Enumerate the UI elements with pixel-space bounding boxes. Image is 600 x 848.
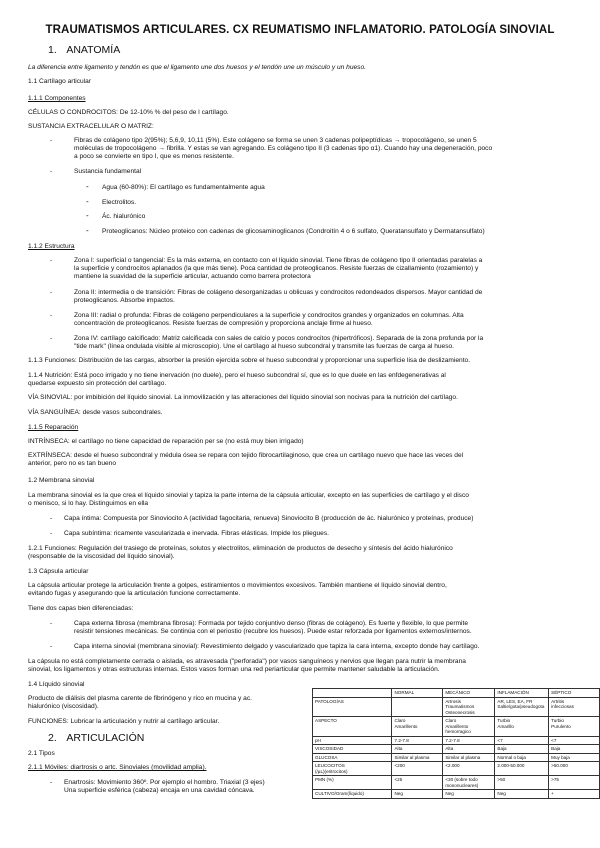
zona-1-line-1: Zona I: superficial o tangencial: Es la más externa, en contacto con el líquido sinovial. Tiene fibras de colágeno tipo II orientadas paralelas a [74,257,483,264]
section-2-heading [48,732,144,744]
heading-2-1-1: 2.1.1 Móviles: diartrosis o artc. Sinoviales (movilidad amplia). [28,764,207,771]
table-row [313,717,600,737]
table-cell: Artrosis Traumatismos Osteonecrosis [443,697,495,717]
capa-interna-sinovial: Capa interna sinovial (membrana sinovial): Revestimiento delgado y vascularizado que tapiza la cara interna, excepto donde hay cartílago. [74,643,480,650]
liquido-line-2: hialurónico (viscosidad). [28,703,99,710]
capa-intima: Capa íntima: Compuesta por Sinoviocito A (actividad fagocitaria, renueva) Sinoviocito B (producción de ác. hialurónico y proteínas, produce) [64,515,474,522]
hialuronico-item: Ác. hialurónico [102,213,146,220]
table-cell: Claro Amarillento hemorragico [443,717,495,737]
electrolitos-item: Electrolitos. [102,199,137,206]
table-cell: <25 [392,776,443,790]
table-cell: Baja [495,745,549,754]
table-header-row [313,689,600,698]
heading-1-1: 1.1 Cartílago articular [28,78,92,85]
table-cell: Normal o baja [495,753,549,762]
via-sinovial: VÍA SINOVIAL: por imbibición del líquido sinovial. La inmovilización y las alteraciones del líquido sinovial son nocivas para la nutrición del cartílago. [28,394,458,401]
table-cell: Muy baja [549,753,600,762]
capsula-line-2: evitando fugas y asegurando que la articulación funcione correctamente. [28,590,241,597]
zona-1-line-2: la superficie y condrocitos aplanados (la que más tiene). Poca cantidad de proteoglicanos. Resiste fuerzas de cizallamiento (rozamiento) y [74,265,479,272]
table-row [313,753,600,762]
table-cell: Neg [495,790,549,799]
table-row [313,697,600,717]
heading-1-1-5: 1.1.5 Reparación [28,424,79,431]
table-cell: <30 (sobre todo mononucleares) [443,776,495,790]
table-cell: ASPECTO [313,717,392,737]
zona-3-line-2: concentración de proteoglicanos. Resiste fuerzas de compresión y proporciona anclaje firme al hueso. [74,320,373,327]
zona-2-line-2: proteoglicanos. Absorbe impactos. [74,297,175,304]
capsula-cerrada-line-1: La cápsula no está completamente cerrada o aislada, es atravesada ("perforada") por vasos sanguíneos y nervios que llegan para nutrir la membrana [28,658,466,665]
table-cell: INFLAMACIÓN [495,689,549,698]
zona-3-line-1: Zona III: radial o profunda: Fibras de colágeno perpendiculares a la superficie y condrocitos grandes y organizados en columnas. Alta [74,312,464,319]
reparacion-intrinseca: INTRÍNSECA: el cartílago no tiene capacidad de reparación per se (no está muy bien irrigado) [28,438,304,445]
table-cell: Turbio Amarillo [495,717,549,737]
table-cell: Neg [392,790,443,799]
table-cell: Claro Amarillento [392,717,443,737]
agua-item: Agua (60-80%): El cartílago es fundamentalmente agua [102,184,265,191]
heading-1-1-2: 1.1.2 Estructura [28,243,75,250]
heading-1-4: 1.4 Líquido sinovial [28,681,85,688]
zona-1-line-3: mantiene la suavidad de la superficie articular, actuando como barrera protectora [74,273,311,280]
funciones-1-2-1-line-1: 1.2.1 Funciones: Regulación del trasiego de proteínas, solutos y electrolitos, eliminación de productos de desecho y síntesis del ácido hialurónico [28,545,453,552]
table-cell: Alta [443,745,495,754]
table-cell: Neg [443,790,495,799]
table-cell: PATOLOGÍAS [313,697,392,717]
funciones-1-2-1-line-2: (responsable de la viscosidad del líquido sinovial). [28,553,175,560]
fibras-line-3: a poco se convierte en tipo I, que es menos resistente. [74,153,234,160]
table-cell: <7 [549,736,600,745]
section-label: ANATOMÍA [66,44,121,56]
heading-1-3: 1.3 Cápsula articular [28,568,89,575]
table-cell: <7 [495,736,549,745]
membrana-line-1: La membrana sinovial es la que crea el líquido sinovial y tapiza la parte interna de la cápsula articular, excepto en las superficies de cartílago y el disco [28,492,469,499]
capa-externa-line-2: resistir tensiones mecánicas. Se continúa con el periostio (recubre los huesos). Puede estar reforzada por ligamentos externos/internos. [74,628,472,635]
table-cell: 7.2-7.8 [443,736,495,745]
document-page: TRAUMATISMOS ARTICULARES. CX REUMATISMO INFLAMATORIO. PATOLOGÍA SINOVIAL 1. ANATOMÍA La diferencia entre ligamento y tendón es que el ligamento une dos huesos y el tendón une un músculo y un hueso. 1.1 Cartílago articular 1.1.1 Componentes CÉLULAS O CONDROCITOS: De 12-10% % del peso de l cartílago. SUSTANCIA EXTRACELULAR O MATRIZ: - Fibras de colágeno tipo 2(95%); 5,6,9, 10,11 (5%). Este colágeno se forma se unen 3 cadenas polipeptídicas → tropocolágeno, se unen 5 moléculas de tropocolágeno → fibrilla. Y estas se van agregando. Es colágeno tipo II (3 cadenas tipo α1). Cuando hay una degeneración, poco a poco se convierte en tipo I, que es menos resistente. - Sustancia fundamental - Agua (60-80%): El cartílago es fundamentalmente agua - Electrolitos. - Ác. hialurónico - Proteoglicanos: Núcleo proteico con cadenas de glicosaminoglicanos (Condroitín 4 o 6 sulfato, Queratansulfato y Dermatansulfato) 1.1.2 Estructura - Zona I: superficial o tangencial: Es la más externa, en contacto con el líquido sinovial. Tiene fibras de colágeno tipo II orientadas paralelas a la superficie y condrocitos aplanados (la que más tiene). Poca cantidad de proteoglicanos. Resiste fuerzas de cizallamiento (rozamiento) y mantiene la suavidad de la superficie articular, actuando como barrera protectora - Zona II: intermedia o de transición: Fibras de colágeno desorganizadas u oblicuas y condrocitos redondeados dispersos. Mayor cantidad de proteoglicanos. Absorbe impactos. - Zona III: radial o profunda: Fibras de colágeno perpendiculares a la superficie y condrocitos grandes y organizados en columnas. Alta concentración de proteoglicanos. Resiste fuerzas de compresión y proporciona anclaje firme al hueso. - Zona IV: cartílago calcificado: Matriz calcificada con sales de calcio y pocos condrocitos (hipertróficos). Separada de la zona profunda por la "tide mark" (línea ondulada visible al microscopio). Une el cartílago al hueso subcondral y transmite las fuerzas de carga al hueso. 1.1.3 Funciones: Distribución de las cargas, absorber la presión ejercida sobre el hueso subcondral y proporcionar una superficie lisa de deslizamiento. 1.1.4 Nutrición: Está poco irrigado y no tiene inervación (no duele), pero el hueso subcondral sí, que es lo que duele en las enfdegenerativas al quedarse expuesto sin protección del cartílago. VÍA SINOVIAL: por imbibición del líquido sinovial. La inmovilización y las alteraciones del líquido sinovial son nocivas para la nutrición del cartílago. VÍA SANGUÍNEA: desde vasos subcondrales. 1.1.5 Reparación INTRÍNSECA: el cartílago no tiene capacidad de reparación per se (no está muy bien irrigado) EXTRÍNSECA: desde el hueso subcondral y médula ósea se repara con tejido fibrocartilaginoso, que crea un cartílago nuevo que hace las veces del anterior, pero no es tan bueno 1.2 Membrana sinovial La membrana sinovial es la que crea el líquido sinovial y tapiza la parte interna de la cápsula articular, excepto en las superficies de cartílago y el disco o menisco, si lo hay. Distinguimos en ella - Capa íntima: Compuesta por Sinoviocito A (actividad fagocitaria, renueva) Sinoviocito B (producción de ác. hialurónico y proteínas, produce) - Capa subíntima: ricamente vascularizada e inervada. Fibras elásticas. Impide los pliegues. 1.2.1 Funciones: Regulación del trasiego de proteínas, solutos y electrolitos, eliminación de productos de desecho y síntesis del ácido hialurónico (responsable de la viscosidad del líquido sinovial). 1.3 Cápsula articular La cápsula articular protege la articulación frente a golpes, estiramientos o movimientos excesivos. También mantiene el líquido sinovial dentro, evitando fugas y asegurando que la articulación funcione correctamente. Tiene dos capas bien diferenciadas: - Capa externa fibrosa (membrana fibrosa): Formada por tejido conjuntivo denso (fibras de colágeno). Es fuerte y flexible, lo que permite resistir tensiones mecánicas. Se continúa con el periostio (recubre los huesos). Puede estar reforzada por ligamentos externos/internos. - Capa interna sinovial (membrana sinovial): Revestimiento delgado y vascularizado que tapiza la cara interna, excepto donde hay cartílago. La cápsula no está completamente cerrada o aislada, es atravesada ("perforada") por vasos sanguíneos y nervios que llegan para nutrir la membrana sinovial, los ligamentos y otras estructuras internas. Estos vasos forman una red periarticular que permite mantener saludable la articulación. 1.4 Líquido sinovial Producto de diálisis del plasma carente de fibrinógeno y rico en mucina y ac. hialurónico (viscosidad). FUNCIONES: Lubricar la articulación y nutrir al cartílago articular. 2. ARTICULACIÓN 2.1 Tipos 2.1.1 Móviles: diartrosis o artc. Sinoviales (movilidad amplia). - Enartrosis: Movimiento 360º. Por ejemplo el hombro. Triaxial (3 ejes) Una superficie esférica (cabeza) encaja en una cavidad cóncava. NORMAL MECÁNICO INFLAMACIÓN SÉPTICO PATOLOGÍAS Artrosis Traumatismos Osteonecrosis AR, LES, EA, FR Saltie/gota/pseudogota Artritis infecciosas ASPECTO Claro Amarillento Claro Amarillento hemorragico Turbio Amarillo Turbio Purulento pH 7.2-7.8 7.2-7.8 <7 <7 VISCOSIDAD Alta Alta Baja Baja GLUCOSA Similar al plasma Similar al plasma Normal o baja Muy baja LEUCOCITOS (/µL)(eritrocitos) <200 <2.000 2.000-50.000 >50.000 PMN (%) <25 <30 (sobre todo mononucleares) >50 >75 CULTIVO/Gram(líquido) Neg Neg Neg + [0,0,600,848]
table-cell: 2.000-50.000 [495,762,549,776]
table-cell: AR, LES, EA, FR Saltie/gota/pseudogota [495,697,549,717]
table-cell: LEUCOCITOS (/µL)(eritrocitos) [313,762,392,776]
section-number: 2. [48,732,57,744]
table-cell: Alta [392,745,443,754]
synovial-fluid-table [312,688,600,799]
funciones-1-1-3: 1.1.3 Funciones: Distribución de las cargas, absorber la presión ejercida sobre el hueso subcondral y proporcionar una superficie lisa de deslizamiento. [28,357,471,364]
celulas-text: CÉLULAS O CONDROCITOS: De 12-10% % del peso de l cartílago. [28,109,229,116]
fibras-line-2: moléculas de tropocolágeno → fibrilla. Y estas se van agregando. Es colágeno tipo II (3 cadenas tipo α1). Cuando hay una degeneración, poco [74,145,493,152]
table-cell: NORMAL [392,689,443,698]
heading-1-2: 1.2 Membrana sinovial [28,477,95,484]
table-cell: >50.000 [549,762,600,776]
liquido-funciones: FUNCIONES: Lubricar la articulación y nutrir al cartílago articular. [28,718,220,725]
table-cell: MECÁNICO [443,689,495,698]
enartrosis-line-2: Una superficie esférica (cabeza) encaja en una cavidad cóncava. [64,787,255,794]
section-label: ARTICULACIÓN [66,732,145,744]
nutricion-line-1: 1.1.4 Nutrición: Está poco irrigado y no tiene inervación (no duele), pero el hueso subcondral sí, que es lo que duele en las enfdegenerativas al [28,372,446,379]
via-sanguinea: VÍA SANGUÍNEA: desde vasos subcondrales. [28,409,163,416]
table-row [313,776,600,790]
table-cell: pH [313,736,392,745]
table-row [313,762,600,776]
nutricion-line-2: quedarse expuesto sin protección del cartílago. [28,380,167,387]
capsula-cerrada-line-2: sinovial, los ligamentos y otras estructuras internas. Estos vasos forman una red periarticular que permite mantener saludable la articulación. [28,666,440,673]
table-cell: VISCOSIDAD [313,745,392,754]
section-number: 1. [48,44,57,56]
table-cell: Artritis infecciosas [549,697,600,717]
table-row [313,736,600,745]
table-cell [313,689,392,698]
table-cell: Baja [549,745,600,754]
table-cell: >50 [495,776,549,790]
liquido-line-1: Producto de diálisis del plasma carente de fibrinógeno y rico en mucina y ac. [28,695,252,702]
capa-externa-line-1: Capa externa fibrosa (membrana fibrosa): Formada por tejido conjuntivo denso (fibras de colágeno). Es fuerte y flexible, lo que permite [74,620,468,627]
sustancia-fundamental: Sustancia fundamental [74,168,142,175]
dos-capas: Tiene dos capas bien diferenciadas: [28,605,134,612]
table-cell: SÉPTICO [549,689,600,698]
zona-4-line-2: "tide mark" (línea ondulada visible al microscopio). Une el cartílago al hueso subcondral y transmite las fuerzas de carga al hueso. [74,343,454,350]
zona-2-line-1: Zona II: intermedia o de transición: Fibras de colágeno desorganizadas u oblicuas y condrocitos redondeados dispersos. Mayor cantidad de [74,289,483,296]
table-cell: <2.000 [443,762,495,776]
table-cell: CULTIVO/Gram(líquido) [313,790,392,799]
table-cell: GLUCOSA [313,753,392,762]
table-cell: >75 [549,776,600,790]
table-cell: Turbio Purulento [549,717,600,737]
table-cell: Similar al plasma [443,753,495,762]
table-cell [392,697,443,717]
reparacion-extrinseca-2: anterior, pero no es tan bueno [28,460,116,467]
table-row [313,745,600,754]
table-cell: PMN (%) [313,776,392,790]
sustancia-text: SUSTANCIA EXTRACELULAR O MATRIZ: [28,123,154,130]
table-cell: Similar al plasma [392,753,443,762]
membrana-line-2: o menisco, si lo hay. Distinguimos en ella [28,500,149,507]
heading-2-1: 2.1 Tipos [28,750,55,757]
proteoglicanos-item: Proteoglicanos: Núcleo proteico con cadenas de glicosaminoglicanos (Condroitín 4 o 6 sulfato, Queratansulfato y Dermatansulfato) [102,228,485,235]
intro-text: La diferencia entre ligamento y tendón es que el ligamento une dos huesos y el tendón une un músculo y un hueso. [28,64,366,71]
table-cell: <200 [392,762,443,776]
fibras-line-1: Fibras de colágeno tipo 2(95%); 5,6,9, 10,11 (5%). Este colágeno se forma se unen 3 cadenas polipeptídicas → tropocolágeno, se unen 5 [74,137,477,144]
capsula-line-1: La cápsula articular protege la articulación frente a golpes, estiramientos o movimientos excesivos. También mantiene el líquido sinovial dentro, [28,582,447,589]
section-1-heading [48,44,120,56]
heading-1-1-1: 1.1.1 Componentes [28,95,86,102]
zona-4-line-1: Zona IV: cartílago calcificado: Matriz calcificada con sales de calcio y pocos condrocitos (hipertróficos). Separada de la zona profunda por la [74,335,484,342]
reparacion-extrinseca-1: EXTRÍNSECA: desde el hueso subcondral y médula ósea se repara con tejido fibrocartilaginoso, que crea un cartílago nuevo que hace las veces del [28,452,464,459]
table-row [313,790,600,799]
document-title: TRAUMATISMOS ARTICULARES. CX REUMATISMO INFLAMATORIO. PATOLOGÍA SINOVIAL [45,24,555,36]
table-cell: + [549,790,600,799]
enartrosis-line-1: Enartrosis: Movimiento 360º. Por ejemplo el hombro. Triaxial (3 ejes) [64,779,265,786]
capa-subintima: Capa subíntima: ricamente vascularizada e inervada. Fibras elásticas. Impide los pliegues. [64,530,329,537]
table-cell: 7.2-7.8 [392,736,443,745]
